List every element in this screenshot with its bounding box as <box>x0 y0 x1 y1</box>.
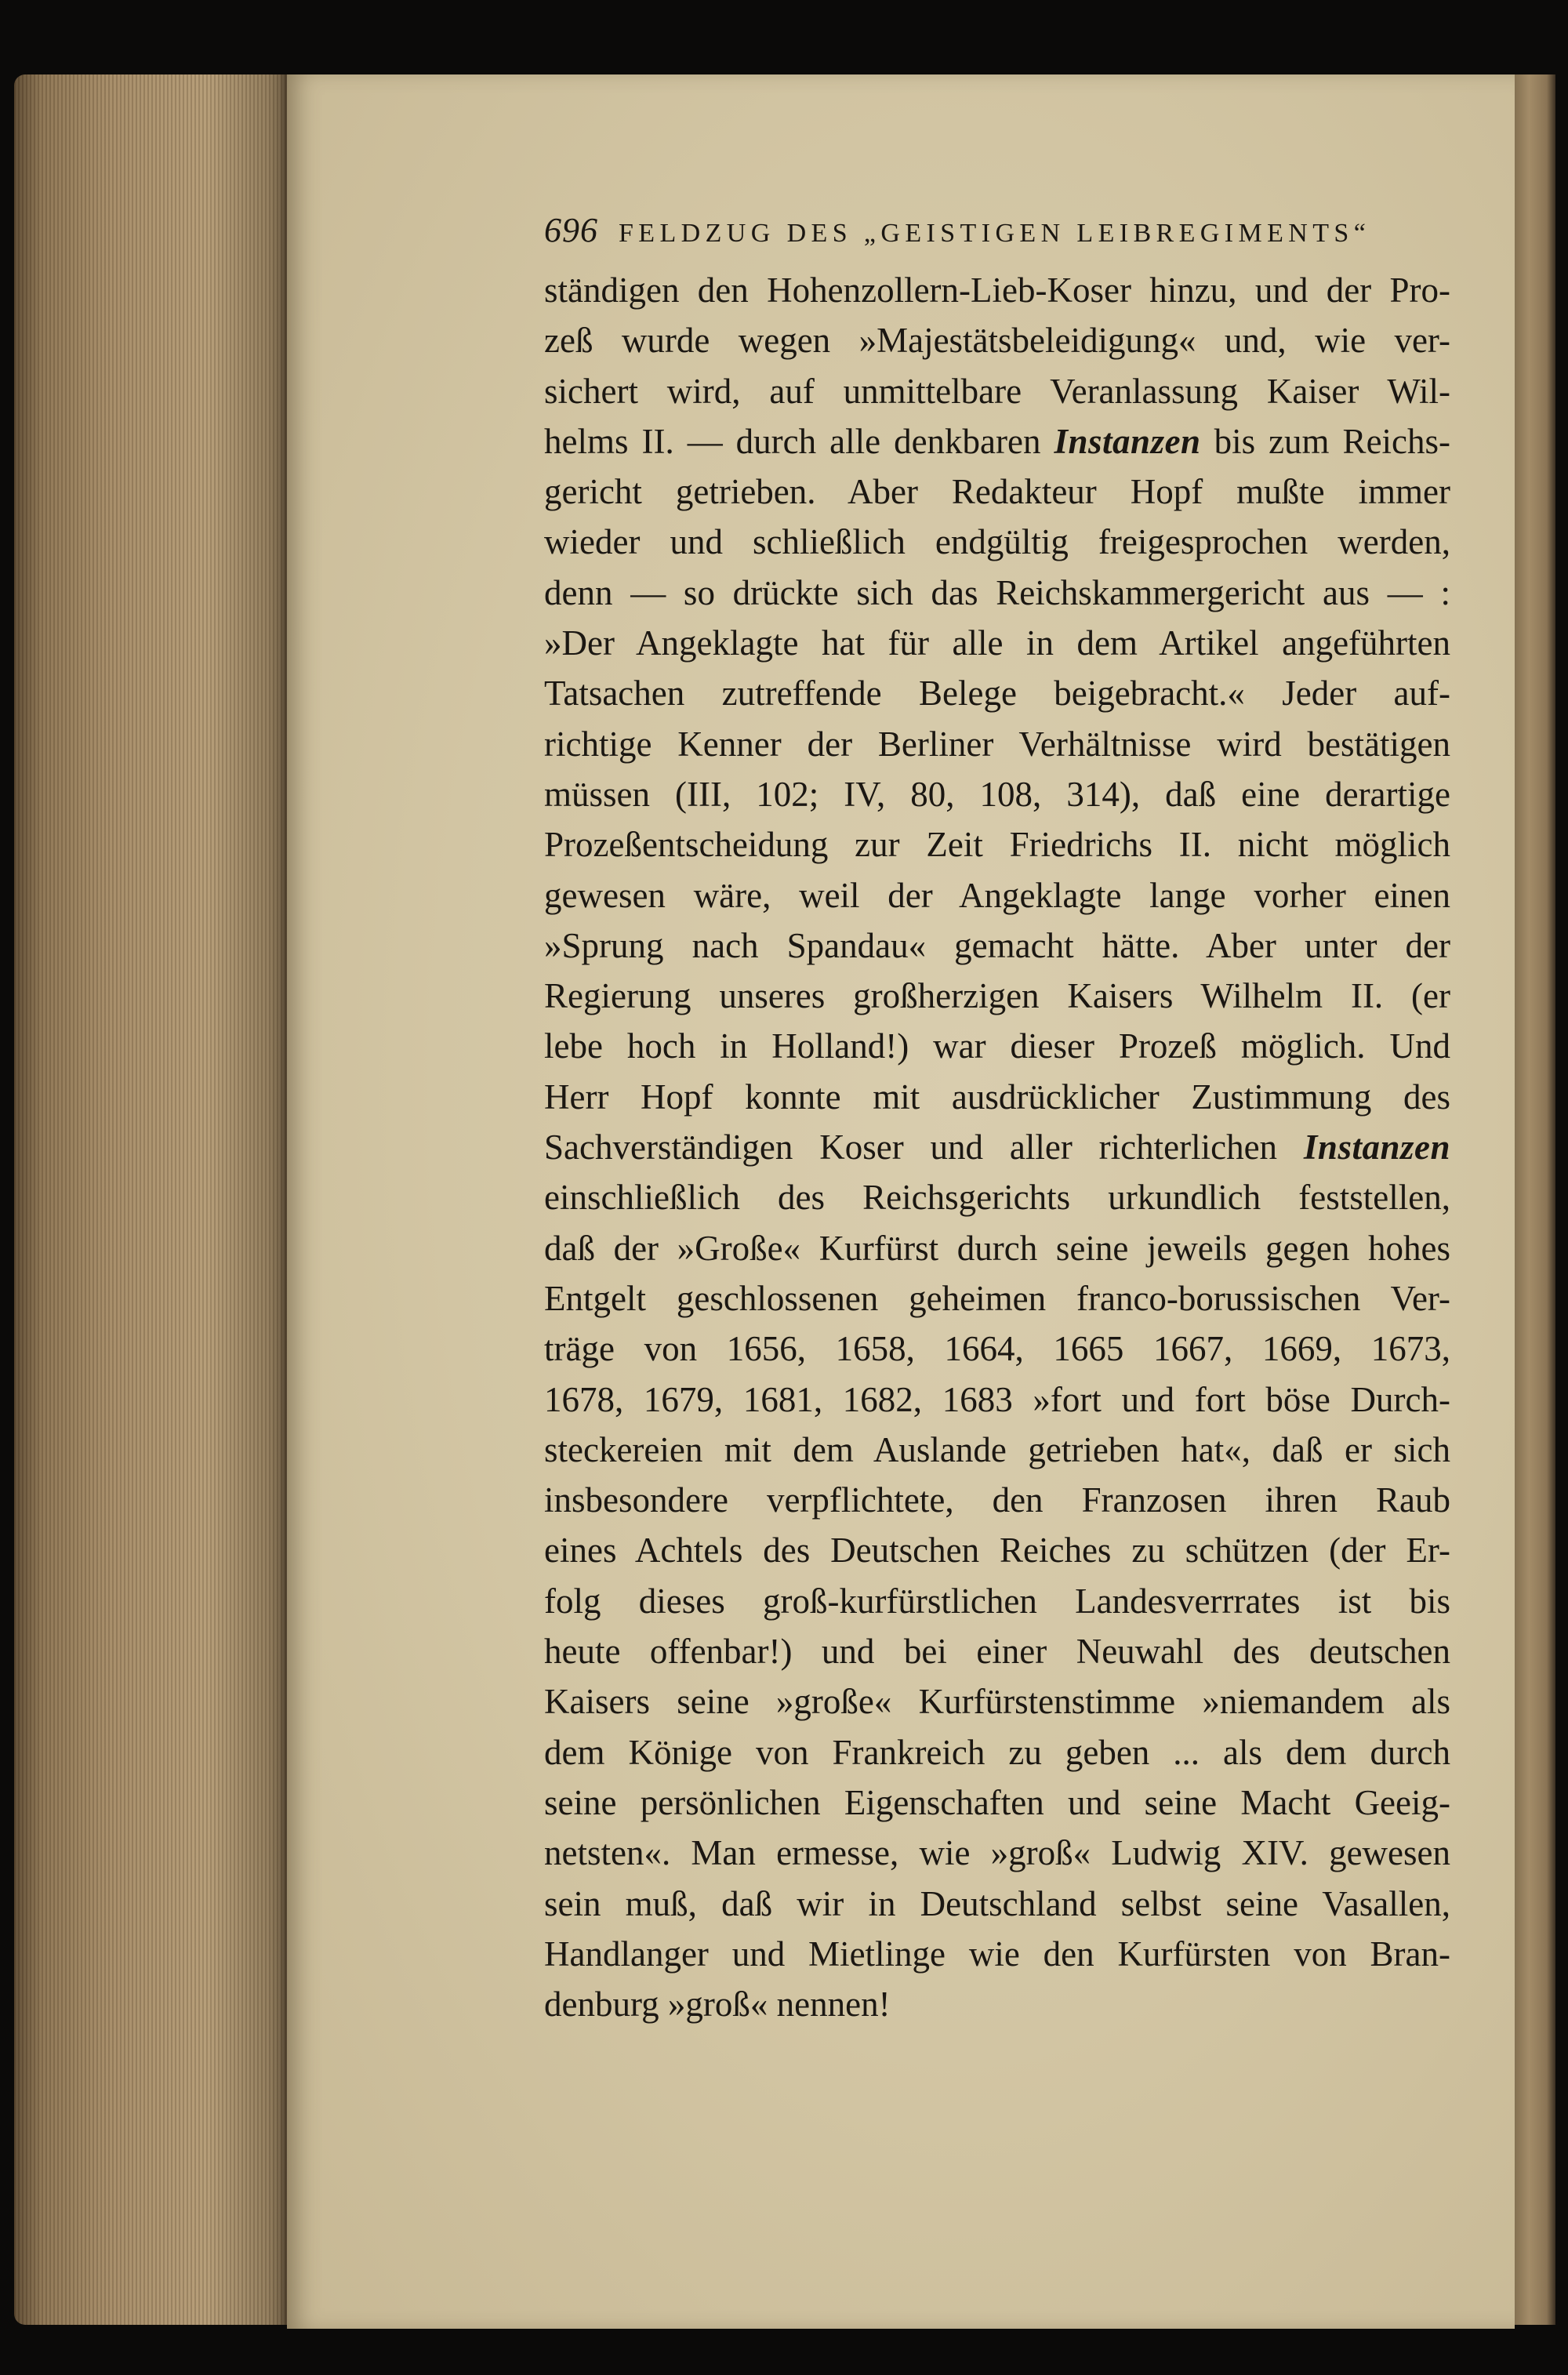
text-line: ständigen den Hohenzollern-Lieb-Koser hinzu, und der Pro- <box>544 271 1450 310</box>
text-line: Handlanger und Mietlinge wie den Kurfürsten von Bran- <box>544 1934 1450 1974</box>
text-line: Regierung unseres großherzigen Kaisers Wilhelm II. (er <box>544 976 1450 1016</box>
text-line: sein muß, daß wir in Deutschland selbst seine Vasallen, <box>544 1883 1450 1923</box>
text-line: insbesondere verpflichtete, den Franzosen ihren Raub <box>544 1480 1450 1520</box>
text-line: Entgelt geschlossenen geheimen franco-borussischen Ver- <box>544 1278 1450 1318</box>
page-header <box>544 210 1450 265</box>
text-line: gewesen wäre, weil der Angeklagte lange vorher einen <box>544 875 1450 915</box>
text-line: 1678, 1679, 1681, 1682, 1683 »fort und fort böse Durch- <box>544 1379 1450 1419</box>
text-line-mixed <box>544 1122 1450 1172</box>
italic-word: Instanzen <box>1303 1128 1450 1168</box>
text-line: netsten«. Man ermesse, wie »groß« Ludwig XIV. gewesen <box>544 1833 1450 1873</box>
page-number: 696 <box>544 211 598 249</box>
text-segment: bis zum Reichs- <box>1214 421 1450 461</box>
book-page-edges <box>14 74 290 2325</box>
text-line-mixed <box>544 416 1450 467</box>
text-line: einschließlich des Reichsgerichts urkundlich feststellen, <box>544 1178 1450 1218</box>
page-text-block <box>544 210 1450 2029</box>
text-line: »Der Angeklagte hat für alle in dem Artikel angeführten <box>544 623 1450 663</box>
text-line: heute offenbar!) und bei einer Neuwahl des deutschen <box>544 1632 1450 1672</box>
text-line: Kaisers seine »große« Kurfürstenstimme »niemandem als <box>544 1682 1450 1722</box>
text-line-final: denburg »groß« nennen! <box>544 1985 891 2025</box>
text-line: denn — so drückte sich das Reichskammergericht aus — : <box>544 572 1450 612</box>
text-line: müssen (III, 102; IV, 80, 108, 314), daß eine derartige <box>544 774 1450 814</box>
text-line: wieder und schließlich endgültig freigesprochen werden, <box>544 522 1450 562</box>
text-line: sichert wird, auf unmittelbare Veranlassung Kaiser Wil- <box>544 371 1450 411</box>
text-segment: Sachverständigen Koser und aller richterlichen <box>544 1128 1278 1168</box>
text-line: gericht getrieben. Aber Redakteur Hopf mußte immer <box>544 472 1450 512</box>
text-line: lebe hoch in Holland!) war dieser Prozeß möglich. Und <box>544 1026 1450 1066</box>
running-head: FELDZUG DES „GEISTIGEN LEIBREGIMENTS“ <box>619 219 1371 248</box>
book-back-edge <box>1512 74 1555 2325</box>
text-line: richtige Kenner der Berliner Verhältnisse wird bestätigen <box>544 724 1450 764</box>
text-line: träge von 1656, 1658, 1664, 1665 1667, 1669, 1673, <box>544 1329 1450 1369</box>
text-line: Prozeßentscheidung zur Zeit Friedrichs II. nicht möglich <box>544 825 1450 865</box>
text-line: eines Achtels des Deutschen Reiches zu schützen (der Er- <box>544 1531 1450 1571</box>
text-line: steckereien mit dem Auslande getrieben hat«, daß er sich <box>544 1429 1450 1469</box>
text-segment: helms II. — durch alle denkbaren <box>544 421 1041 461</box>
text-line: »Sprung nach Spandau« gemacht hätte. Aber unter der <box>544 925 1450 965</box>
text-line: seine persönlichen Eigenschaften und seine Macht Geeig- <box>544 1782 1450 1822</box>
text-line: dem Könige von Frankreich zu geben ... als dem durch <box>544 1732 1450 1772</box>
text-line: zeß wurde wegen »Majestätsbeleidigung« und, wie ver- <box>544 321 1450 361</box>
text-line: Tatsachen zutreffende Belege beigebracht.« Jeder auf- <box>544 674 1450 714</box>
text-line: daß der »Große« Kurfürst durch seine jeweils gegen hohes <box>544 1228 1450 1268</box>
text-line: Herr Hopf konnte mit ausdrücklicher Zustimmung des <box>544 1077 1450 1117</box>
italic-word: Instanzen <box>1054 421 1201 461</box>
text-line: folg dieses groß-kurfürstlichen Landesverrrates ist bis <box>544 1581 1450 1621</box>
